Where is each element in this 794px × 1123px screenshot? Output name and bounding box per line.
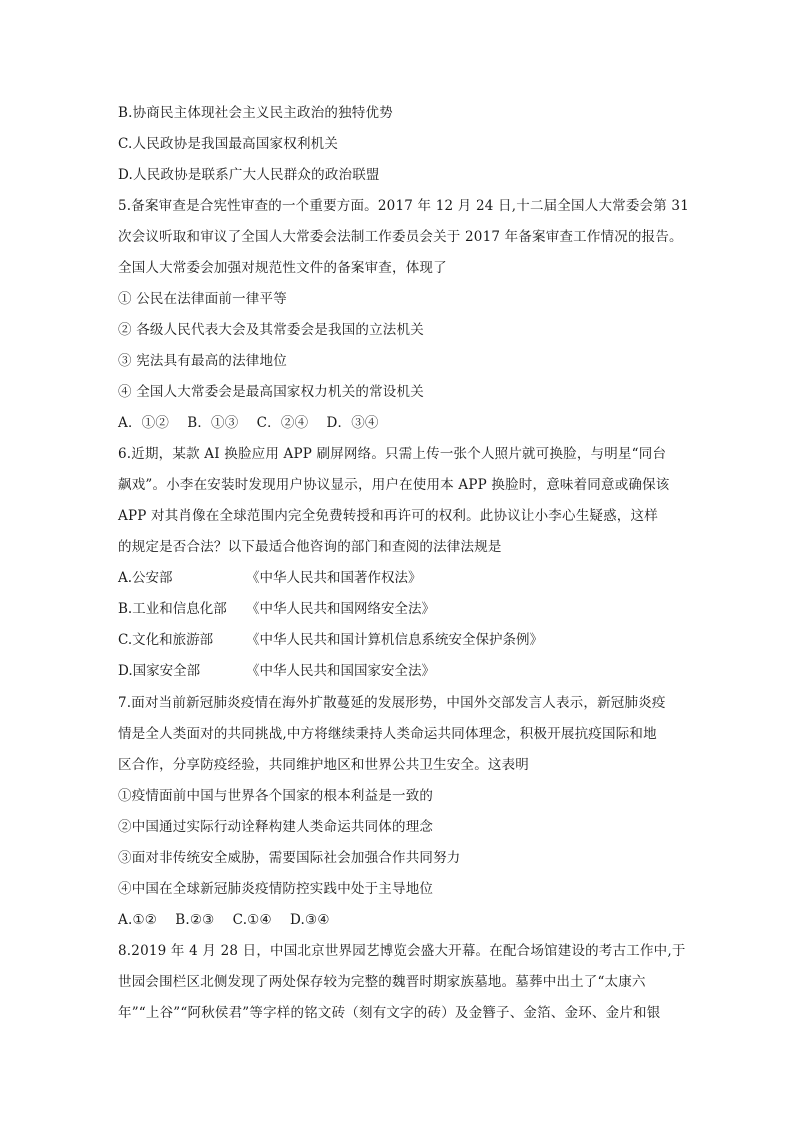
q6-option-law: 《中华人民共和国国家安全法》 bbox=[246, 663, 435, 679]
q7-item: ④中国在全球新冠肺炎疫情防控实践中处于主导地位 bbox=[118, 881, 434, 897]
q6-option-c bbox=[118, 630, 543, 650]
q5-stem-line: 全国人大常委会加强对规范性文件的备案审查，体现了 bbox=[118, 260, 447, 276]
q6-option-law: 《中华人民共和国网络安全法》 bbox=[246, 601, 435, 617]
q6-option-law: 《中华人民共和国计算机信息系统安全保护条例》 bbox=[246, 632, 543, 648]
q7-item: ①疫情面前中国与世界各个国家的根本利益是一致的 bbox=[118, 788, 434, 804]
q8-stem-line: 世园会围栏区北侧发现了两处保存较为完整的魏晋时期家族墓地。墓葬中出土了“太康六 bbox=[118, 974, 646, 990]
q5-choices: A．①② B．①③ C．②④ D．③④ bbox=[118, 415, 379, 431]
q7-stem-line: 情是全人类面对的共同挑战,中方将继续秉持人类命运共同体理念，积极开展抗疫国际和地 bbox=[118, 726, 657, 742]
q5-item: ③ 宪法具有最高的法律地位 bbox=[118, 353, 287, 369]
q6-option-dept: A.公安部 bbox=[118, 570, 173, 586]
q7-stem-line: 7.面对当前新冠肺炎疫情在海外扩散蔓延的发展形势，中国外交部发言人表示，新冠肺炎疫 bbox=[118, 695, 666, 711]
q8-stem-line: 8.2019 年 4 月 28 日，中国北京世界园艺博览会盛大开幕。在配合场馆建设的考古工作中,于 bbox=[118, 943, 686, 959]
q5-item: ① 公民在法律面前一律平等 bbox=[118, 291, 287, 307]
q6-option-b bbox=[118, 599, 435, 619]
q5-item: ② 各级人民代表大会及其常委会是我国的立法机关 bbox=[118, 322, 424, 338]
q6-option-d bbox=[118, 661, 435, 681]
q5-item: ④ 全国人大常委会是最高国家权力机关的常设机关 bbox=[118, 384, 424, 400]
q6-option-a bbox=[118, 568, 422, 588]
q7-item: ③面对非传统安全威胁，需要国际社会加强合作共同努力 bbox=[118, 850, 461, 866]
q6-option-dept: B.工业和信息化部 bbox=[118, 601, 227, 617]
q6-option-dept: C.文化和旅游部 bbox=[118, 632, 214, 648]
q6-option-law: 《中华人民共和国著作权法》 bbox=[246, 570, 422, 586]
q7-choices: A.①② B.②③ C.①④ D.③④ bbox=[118, 912, 330, 928]
q4-option-b: B.协商民主体现社会主义民主政治的独特优势 bbox=[118, 105, 393, 121]
q4-option-c: C.人民政协是我国最高国家权利机关 bbox=[118, 136, 339, 152]
q6-stem-line: 的规定是否合法？以下最适合他咨询的部门和查阅的法律法规是 bbox=[118, 539, 502, 555]
q7-item: ②中国通过实际行动诠释构建人类命运共同体的理念 bbox=[118, 819, 434, 835]
q7-stem-line: 区合作，分享防疫经验，共同维护地区和世界公共卫生安全。这表明 bbox=[118, 757, 529, 773]
q5-stem-line: 5.备案审查是合宪性审查的一个重要方面。2017 年 12 月 24 日,十二届全国人大常委会第 31 bbox=[118, 198, 690, 214]
q6-option-dept: D.国家安全部 bbox=[118, 663, 201, 679]
q6-stem-line: 飙戏”。小李在安装时发现用户协议显示，用户在使用本 APP 换脸时，意味着同意或确保该 bbox=[118, 477, 670, 493]
q6-stem-line: APP 对其肖像在全球范围内完全免费转授和再许可的权利。此协议让小李心生疑惑，这样 bbox=[118, 508, 658, 524]
q5-stem-line: 次会议听取和审议了全国人大常委会法制工作委员会关于 2017 年备案审查工作情况的报告。 bbox=[118, 229, 683, 245]
q4-option-d: D.人民政协是联系广大人民群众的政治联盟 bbox=[118, 167, 380, 183]
q6-stem-line: 6.近期，某款 AI 换脸应用 APP 刷屏网络。只需上传一张个人照片就可换脸，与明星“同台 bbox=[118, 446, 667, 462]
q8-stem-line: 年”“上谷”“阿秋侯君”等字样的铭文砖（刻有文字的砖）及金簪子、金箔、金环、金片和银 bbox=[118, 1005, 661, 1021]
